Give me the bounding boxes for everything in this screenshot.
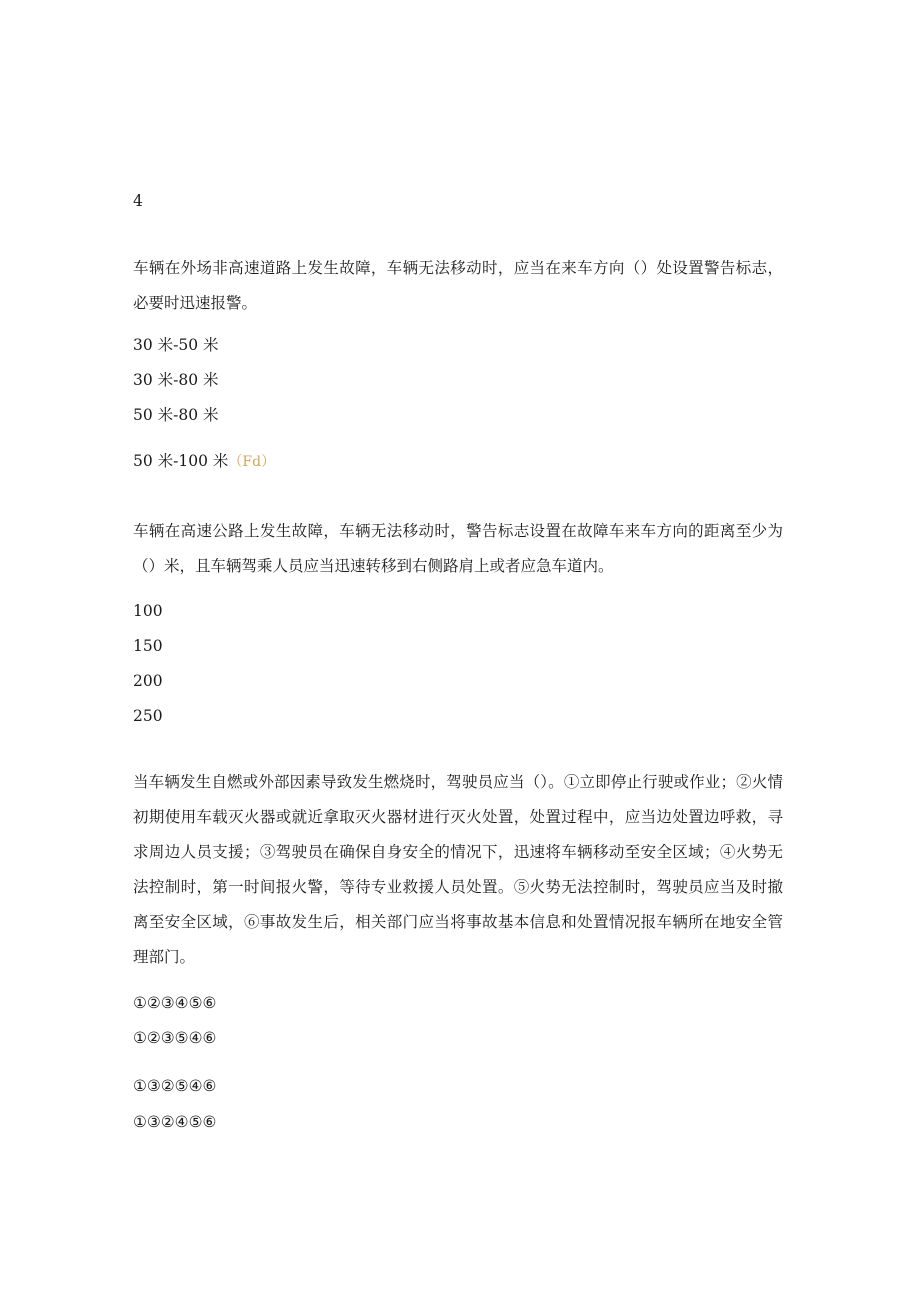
question-2-option-3: 200 [133, 672, 163, 690]
question-2-option-1: 100 [133, 602, 163, 620]
question-3-stem: 当车辆发生自燃或外部因素导致发生燃烧时，驾驶员应当（）。①立即停止行驶或作业；②火情初期使用车载灭火器或就近拿取灭火器材进行灭火处置，处置过程中，应当边处置边呼救，寻求周边人员支援；③驾驶员在确保自身安全的情况下，迅速将车辆移动至安全区域；④火势无法控制时，第一时间报火警，等待专业救援人员处置。⑤火势无法控制时，驾驶员应当及时撤离至安全区域，⑥事故发生后，相关部门应当将事故基本信息和处置情况报车辆所在地安全管理部门。 [133, 773, 783, 966]
question-2-option-2: 150 [133, 637, 163, 655]
question-1-option-4: 50 米-100 米 [133, 452, 229, 470]
question-3-option-3: ①③②⑤④⑥ [133, 1077, 217, 1095]
question-1-option-4-row [133, 451, 275, 472]
page-number: 4 [133, 192, 143, 210]
question-3-option-4: ①③②④⑤⑥ [133, 1113, 217, 1131]
question-1-option-3: 50 米-80 米 [133, 406, 219, 424]
question-2-stem: 车辆在高速公路上发生故障，车辆无法移动时，警告标志设置在故障车来车方向的距离至少为（）米，且车辆驾乘人员应当迅速转移到右侧路肩上或者应急车道内。 [133, 522, 783, 575]
question-1-stem: 车辆在外场非高速道路上发生故障，车辆无法移动时，应当在来车方向（）处设置警告标志，必要时迅速报警。 [133, 259, 783, 312]
question-2-option-4: 250 [133, 707, 163, 725]
question-3-option-2: ①②③⑤④⑥ [133, 1029, 217, 1047]
answer-tag: （Fd） [228, 454, 276, 470]
question-3-option-1: ①②③④⑤⑥ [133, 994, 217, 1012]
question-1-option-2: 30 米-80 米 [133, 371, 219, 389]
question-1-option-1: 30 米-50 米 [133, 336, 219, 354]
